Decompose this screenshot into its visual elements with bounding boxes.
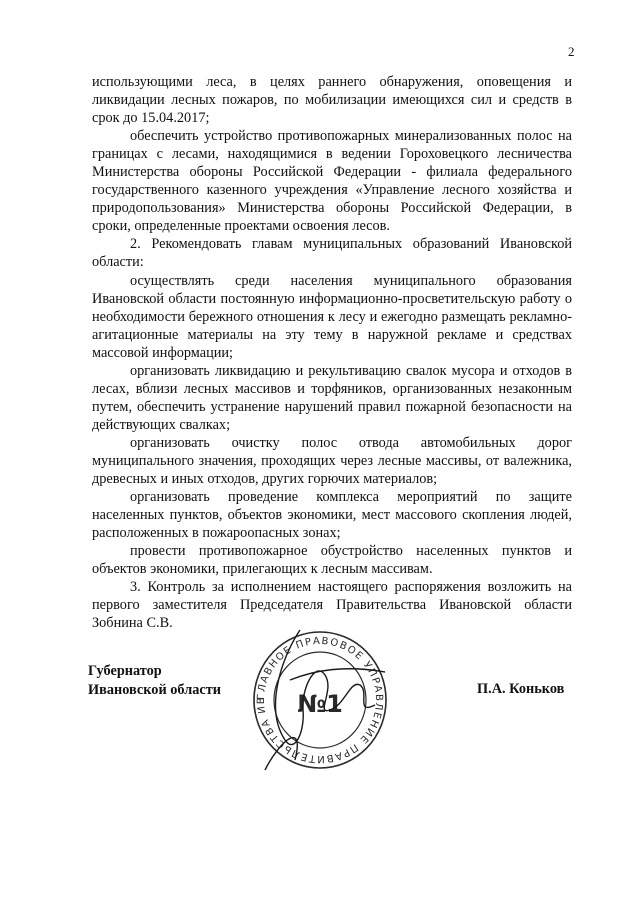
signatory-title-line2: Ивановской области [88,682,221,698]
document-body [92,73,572,632]
paragraph: провести противопожарное обустройство населенных пунктов и объектов экономики, прилегающих к лесным массивам. [92,543,572,578]
page-number: 2 [568,44,575,59]
paragraph: осуществлять среди населения муниципального образования Ивановской области постоянную информационно-просветительскую работу о необходимости бережного отношения к лесу и ежегодно размещать рекламно-агитационные материалы на эту тему в наружной рекламе и средствах массовой информации; [92,272,572,361]
paragraph: обеспечить устройство противопожарных минерализованных полос на границах с лесами, находящимися в ведении Гороховецкого лесничества Министерства обороны Российской Федерации - филиала федерального государственного казенного учреждения «Управление лесного хозяйства и природопользования» Министерства обороны Российской Федерации, в сроки, определенные проектами освоения лесов. [92,128,572,235]
paragraph: использующими леса, в целях раннего обнаружения, оповещения и ликвидации лесных пожаров, по мобилизации имеющихся сил и средств в срок до 15.04.2017; [92,74,572,127]
signatory-name: П.А. Коньков [477,681,565,697]
signatory-title [88,662,221,700]
official-seal [245,620,395,780]
paragraph: 2. Рекомендовать главам муниципальных образований Ивановской области: [92,236,572,271]
signatory-title-line1: Губернатор [88,663,162,679]
seal-ring-text: ГЛАВНОЕ ПРАВОВОЕ УПРАВЛЕНИЕ ПРАВИТЕЛЬСТВА ИВ [255,635,385,765]
paragraph: организовать ликвидацию и рекультивацию свалок мусора и отходов в лесах, вблизи лесных массивов и торфяников, организованных незаконным путем, обеспечить устранение нарушений правил пожарной безопасности на действующих свалках; [92,362,572,433]
paragraph: организовать проведение комплекса мероприятий по защите населенных пунктов, объектов экономики, мест массового скопления людей, расположенных в пожароопасных зонах; [92,489,572,542]
seal-number: №1 [297,690,343,718]
paragraph: организовать очистку полос отвода автомобильных дорог муниципального значения, проходящих через лесные массивы, от валежника, древесных и иных отходов, других горючих материалов; [92,434,572,488]
seal-and-signature-graphic [245,620,395,780]
paragraph: 3. Контроль за исполнением настоящего распоряжения возложить на первого заместителя Председателя Правительства Ивановской области Зобнина С.В. [92,579,572,632]
